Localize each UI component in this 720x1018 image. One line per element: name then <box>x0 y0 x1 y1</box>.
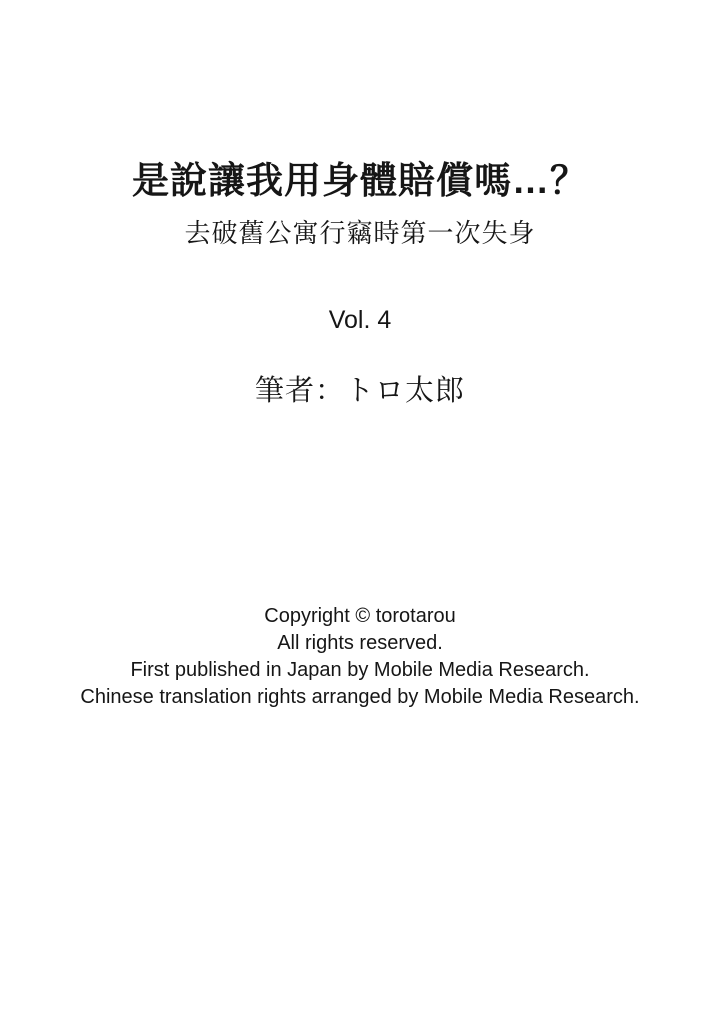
copyright-line-2: All rights reserved. <box>277 632 443 654</box>
volume-label: Vol. 4 <box>328 306 392 334</box>
copyright-line-1: Copyright © torotarou <box>264 605 456 627</box>
author-line: 筆者：トロ太郎 <box>254 375 465 407</box>
copyright-line-3: First published in Japan by Mobile Media Research. <box>130 659 590 681</box>
book-title: 是說讓我用身體賠償嗎…？ <box>132 160 588 201</box>
copyright-line-4: Chinese translation rights arranged by Mobile Media Research. <box>80 686 640 708</box>
book-subtitle: 去破舊公寓行竊時第一次失身 <box>184 218 536 248</box>
copyright-block <box>0 603 720 711</box>
